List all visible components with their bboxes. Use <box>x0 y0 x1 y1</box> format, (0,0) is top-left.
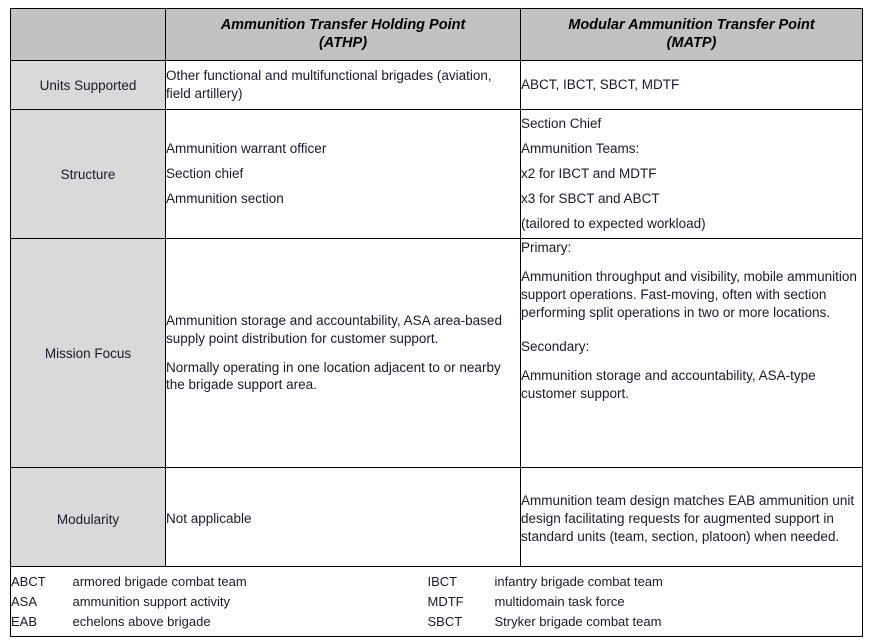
legend-row <box>11 592 863 612</box>
cell-line: Ammunition warrant officer <box>166 141 327 157</box>
cell-units-supported-athp <box>166 61 521 110</box>
primary-text: Ammunition throughput and visibility, mobile ammunition support operations. Fast-moving, often with section performing split operations in two or more locations. <box>521 268 857 320</box>
cell-text: Other functional and multifunctional brigades (aviation, field artillery) <box>166 68 492 101</box>
header-athp-line2: (ATHP) <box>318 34 368 51</box>
cell-modularity-matp <box>521 468 863 571</box>
cell-line: Ammunition Teams: <box>521 141 640 157</box>
cell-line: Section chief <box>166 166 244 182</box>
primary-label: Primary: <box>521 240 572 255</box>
legend-abbr: IBCT <box>427 574 458 589</box>
cell-paragraph: Ammunition storage and accountability, ASA area-based supply point distribution for customer support. <box>166 312 502 346</box>
table-row-units-supported <box>11 61 863 110</box>
cell-text: Not applicable <box>166 511 252 527</box>
cell-structure-athp <box>166 110 521 239</box>
cell-units-supported-matp <box>521 61 863 110</box>
header-athp <box>166 9 521 61</box>
legend-term: multidomain task force <box>494 593 625 609</box>
legend-term: Stryker brigade combat team <box>494 613 662 629</box>
athp-matp-comparison-table <box>10 8 863 571</box>
secondary-label: Secondary: <box>521 338 590 354</box>
legend-bottom-pad <box>428 631 495 637</box>
cell-structure-matp <box>521 110 863 239</box>
legend-term: echelons above brigade <box>72 613 211 629</box>
cell-text: ABCT, IBCT, SBCT, MDTF <box>521 77 680 93</box>
legend-term: ammunition support activity <box>72 593 231 609</box>
row-label-units-supported: Units Supported <box>11 61 166 110</box>
cell-paragraph: Normally operating in one location adjacent to or nearby the brigade support area. <box>166 359 501 393</box>
header-corner-cell <box>11 9 166 61</box>
cell-line: Ammunition section <box>166 190 284 206</box>
comparison-table-container <box>10 8 862 571</box>
legend-spacer-row <box>11 631 863 637</box>
legend-row <box>11 612 863 632</box>
cell-modularity-athp <box>166 468 521 571</box>
row-label-structure: Structure <box>11 110 166 239</box>
header-matp-line1: Modular Ammunition Transfer Point <box>568 17 815 34</box>
abbreviation-legend-table <box>10 566 863 637</box>
row-label-modularity: Modularity <box>11 468 166 571</box>
legend-abbr: MDTF <box>427 593 464 609</box>
cell-mission-focus-athp <box>166 239 521 468</box>
header-athp-line1: Ammunition Transfer Holding Point <box>220 17 466 34</box>
legend-abbr: ABCT <box>11 574 46 589</box>
abbreviation-legend-container <box>10 566 862 637</box>
table-row-modularity <box>11 468 863 571</box>
cell-line: x2 for IBCT and MDTF <box>521 166 657 182</box>
legend-abbr: EAB <box>11 613 38 629</box>
cell-line: Section Chief <box>521 116 602 132</box>
header-matp <box>521 9 863 61</box>
legend-bottom-pad <box>11 631 73 637</box>
legend-abbr: ASA <box>11 593 38 609</box>
secondary-text: Ammunition storage and accountability, ASA-type customer support. <box>521 367 816 401</box>
table-row-structure <box>11 110 863 239</box>
header-matp-line2: (MATP) <box>666 34 717 51</box>
legend-bottom-pad <box>495 631 863 637</box>
legend-abbr: SBCT <box>427 613 463 629</box>
paragraph-spacer <box>521 322 862 338</box>
cell-text: Ammunition team design matches EAB ammunition unit design facilitating requests for augmented support in standard units (team, section, platoon) when needed. <box>521 493 855 544</box>
row-label-mission-focus: Mission Focus <box>11 239 166 468</box>
legend-row <box>11 572 863 592</box>
cell-line: x3 for SBCT and ABCT <box>521 190 660 206</box>
legend-bottom-pad <box>73 631 428 637</box>
cell-mission-focus-matp <box>521 239 863 468</box>
cell-line: (tailored to expected workload) <box>521 215 706 231</box>
table-header-row <box>11 9 863 61</box>
legend-term: armored brigade combat team <box>72 574 247 589</box>
legend-term: infantry brigade combat team <box>494 574 663 589</box>
table-row-mission-focus <box>11 239 863 468</box>
